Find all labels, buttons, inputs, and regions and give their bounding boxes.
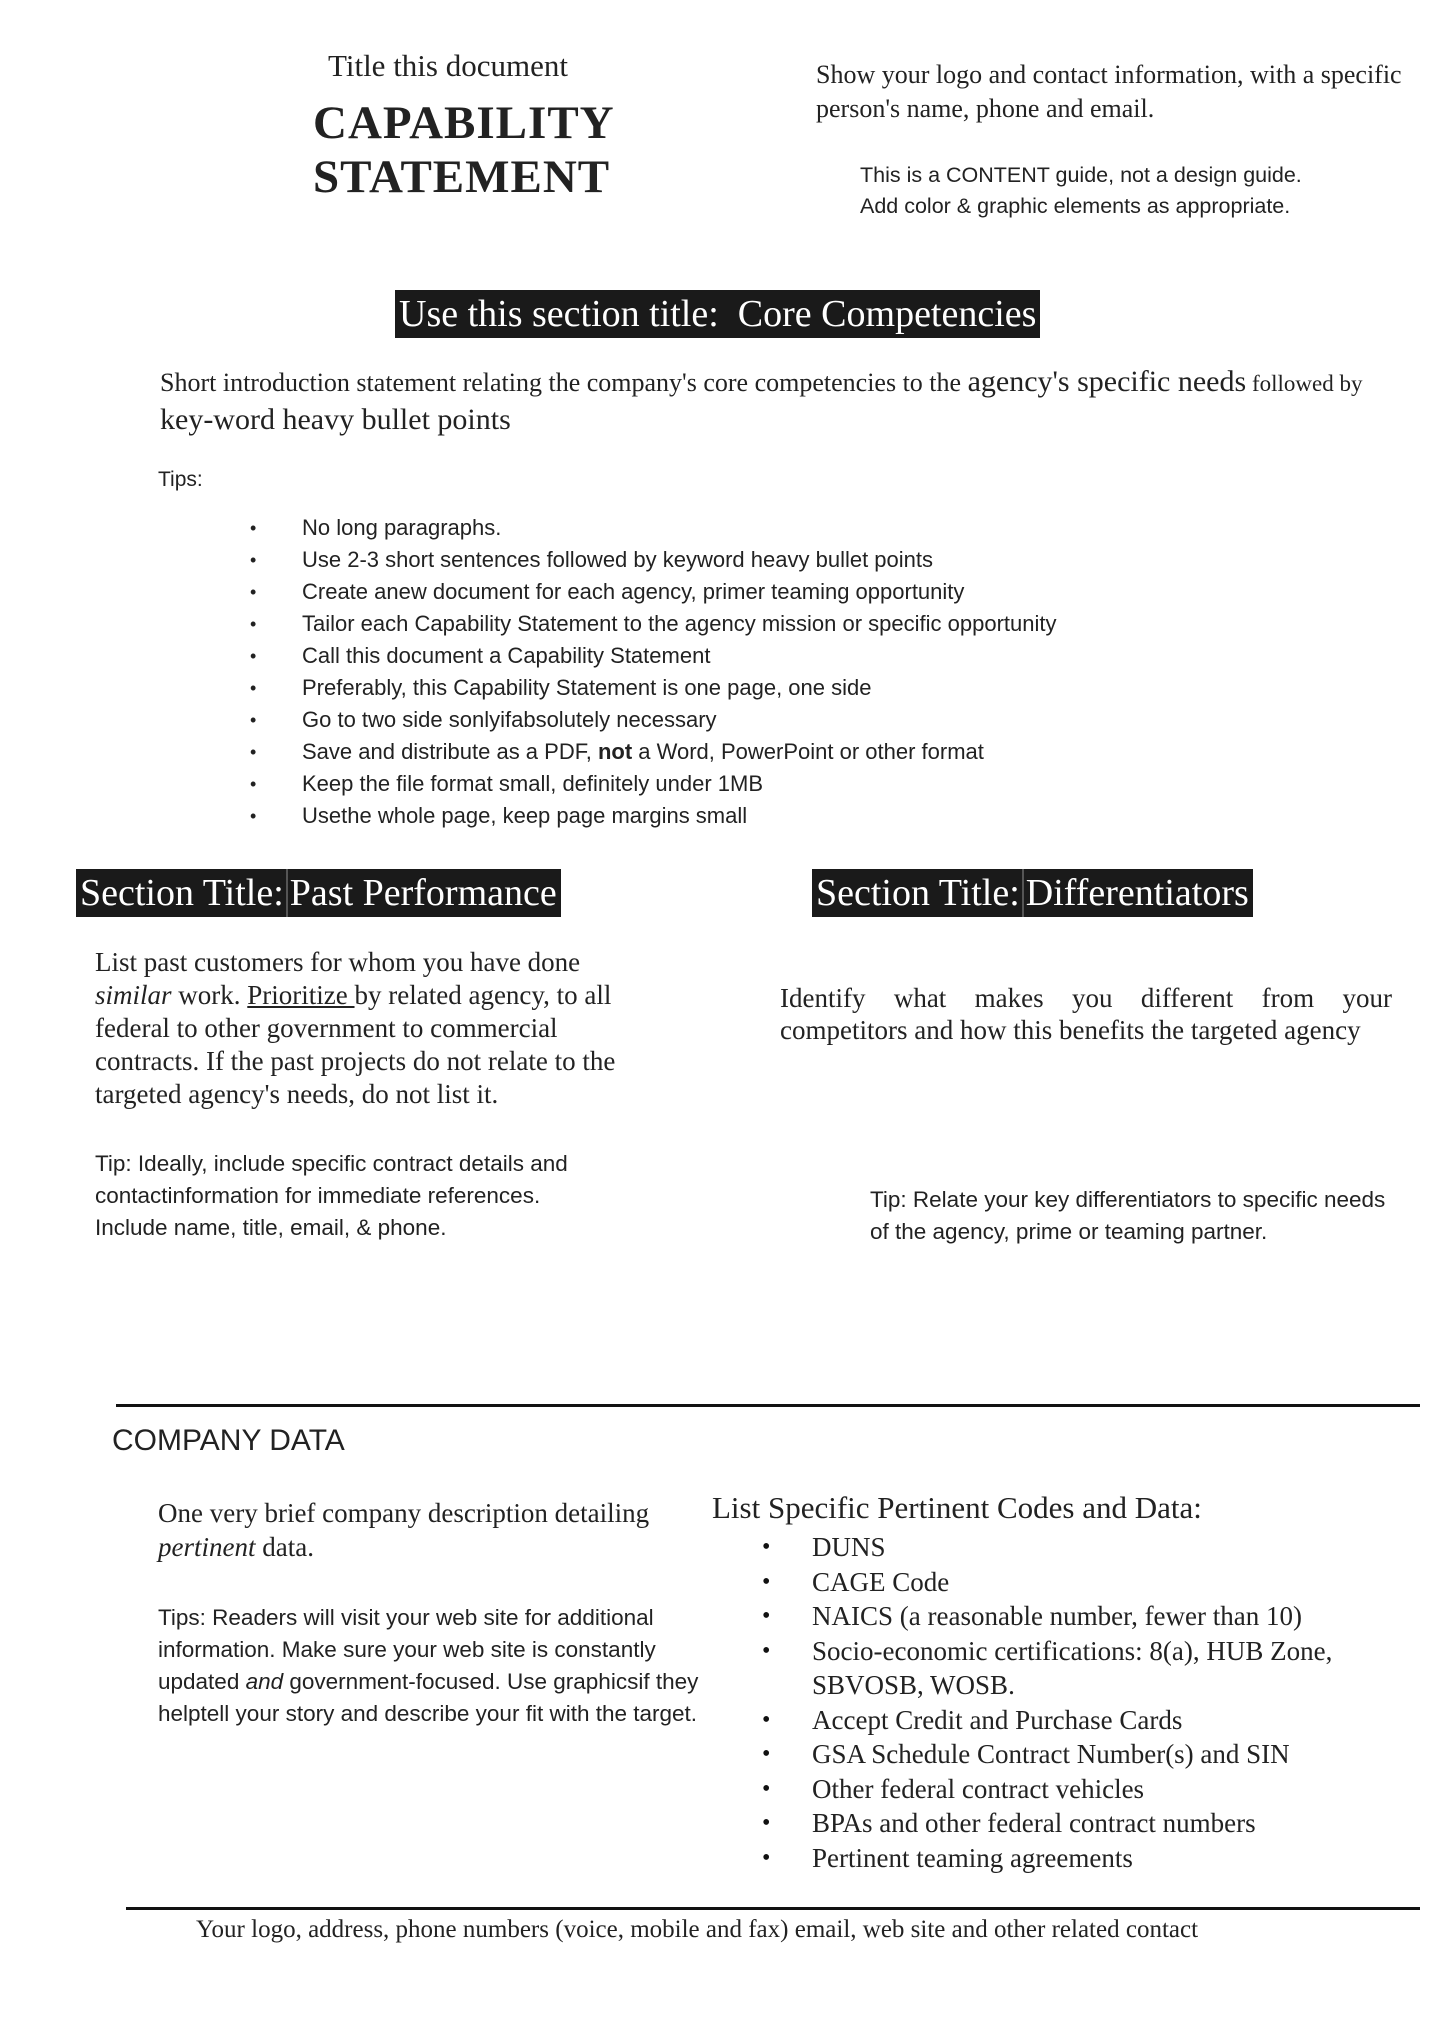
intro-text: Short introduction statement relating the company's core competencies to the <box>160 368 968 397</box>
divider <box>126 1907 1420 1910</box>
tips-list <box>250 512 1057 832</box>
list-item: • Use 2-3 short sentences followed by keyword heavy bullet points <box>250 544 1057 576</box>
tips-label: Tips: <box>158 468 203 491</box>
tips-italic: and <box>245 1669 284 1694</box>
company-data-heading: COMPANY DATA <box>112 1424 345 1457</box>
bar-divider <box>1022 869 1024 917</box>
pp-text-part: by related agency, to all federal to other government to commercial contracts. If the past projects do not relate to the targeted agency's needs, do not list it. <box>95 980 616 1109</box>
list-item: • Call this document a Capability Statement <box>250 640 1057 672</box>
pp-bar-right: Past Performance <box>289 872 557 914</box>
list-item: • No long paragraphs. <box>250 512 1057 544</box>
intro-emphasis-2: key-word heavy bullet points <box>160 403 511 436</box>
pp-text-italic: similar <box>95 980 172 1010</box>
past-performance-text <box>95 946 655 1111</box>
document-title-line-1: CAPABILITY <box>313 97 615 149</box>
core-bar-right: Core Competencies <box>737 293 1037 335</box>
core-bar-left: Use this section title: <box>399 293 719 335</box>
tip-text: Save and distribute as a PDF, <box>302 739 598 764</box>
list-item <box>250 736 1057 768</box>
core-competencies-section-title <box>395 290 1040 338</box>
footer-contact-text: Your logo, address, phone numbers (voice, mobile and fax) email, web site and other related contact <box>196 1916 1199 1943</box>
desc-italic: pertinent <box>158 1532 256 1562</box>
list-item: • Accept Credit and Purchase Cards <box>762 1703 1402 1738</box>
diff-bar-left: Section Title: <box>816 872 1020 914</box>
differentiators-text: Identify what makes you different from your competitors and how this benefits the targeted agency <box>780 983 1392 1045</box>
company-description <box>158 1496 698 1564</box>
pp-text-part: work. <box>171 980 248 1010</box>
pp-text-part: List past customers for whom you have done <box>95 947 581 977</box>
codes-title: List Specific Pertinent Codes and Data: <box>712 1490 1202 1525</box>
diff-bar-right: Differentiators <box>1025 872 1249 914</box>
content-guide-note: This is a CONTENT guide, not a design guide. Add color & graphic elements as appropriate. <box>860 163 1302 218</box>
company-tips <box>158 1602 713 1730</box>
intro-connector: followed by <box>1246 371 1363 396</box>
list-item: • CAGE Code <box>762 1565 1402 1600</box>
list-item: • NAICS (a reasonable number, fewer than 10) <box>762 1599 1402 1634</box>
list-item: • DUNS <box>762 1530 1402 1565</box>
list-item: • Tailor each Capability Statement to the agency mission or specific opportunity <box>250 608 1057 640</box>
differentiators-section-title <box>812 869 1253 917</box>
tips-text: government-focused. Use graphicsif they helptell your story and describe your fit with the target. <box>158 1669 699 1726</box>
differentiators-tip: Tip: Relate your key differentiators to specific needs of the agency, prime or teaming partner. <box>870 1187 1386 1244</box>
divider <box>116 1404 1420 1407</box>
codes-list <box>762 1530 1402 1875</box>
intro-emphasis: agency's specific needs <box>967 365 1247 398</box>
core-competencies-intro <box>160 364 1380 439</box>
document-title-label: Title this document <box>328 48 568 83</box>
desc-text: One very brief company description detailing <box>158 1498 650 1528</box>
list-item: • Socio-economic certifications: 8(a), HUB Zone, SBVOSB, WOSB. <box>762 1634 1402 1703</box>
document-title <box>313 96 615 204</box>
list-item: • Go to two side sonlyifabsolutely necessary <box>250 704 1057 736</box>
list-item: • BPAs and other federal contract numbers <box>762 1806 1402 1841</box>
bar-divider <box>286 869 288 917</box>
list-item: • Usethe whole page, keep page margins small <box>250 800 1057 832</box>
pp-text-underlined: Prioritize <box>247 980 355 1010</box>
list-item: • Create anew document for each agency, primer teaming opportunity <box>250 576 1057 608</box>
pp-bar-left: Section Title: <box>80 872 284 914</box>
past-performance-section-title <box>76 869 561 917</box>
past-performance-tip: Tip: Ideally, include specific contract details and contactinformation for immediate references. Include name, title, email, & phone. <box>95 1151 568 1240</box>
tip-bold: not <box>597 739 633 764</box>
tips-text: Tips: Readers will visit your web site for additional information. Make sure your web site is constantly updated <box>158 1605 656 1694</box>
tip-text: a Word, PowerPoint or other format <box>632 739 984 764</box>
list-item: • Other federal contract vehicles <box>762 1772 1402 1807</box>
desc-text: data. <box>255 1532 314 1562</box>
logo-contact-note: Show your logo and contact information, with a specific person's name, phone and email. <box>816 60 1402 123</box>
list-item: • Pertinent teaming agreements <box>762 1841 1402 1876</box>
list-item: • GSA Schedule Contract Number(s) and SIN <box>762 1737 1402 1772</box>
list-item: • Preferably, this Capability Statement is one page, one side <box>250 672 1057 704</box>
list-item: • Keep the file format small, definitely under 1MB <box>250 768 1057 800</box>
document-title-line-2: STATEMENT <box>313 151 611 203</box>
